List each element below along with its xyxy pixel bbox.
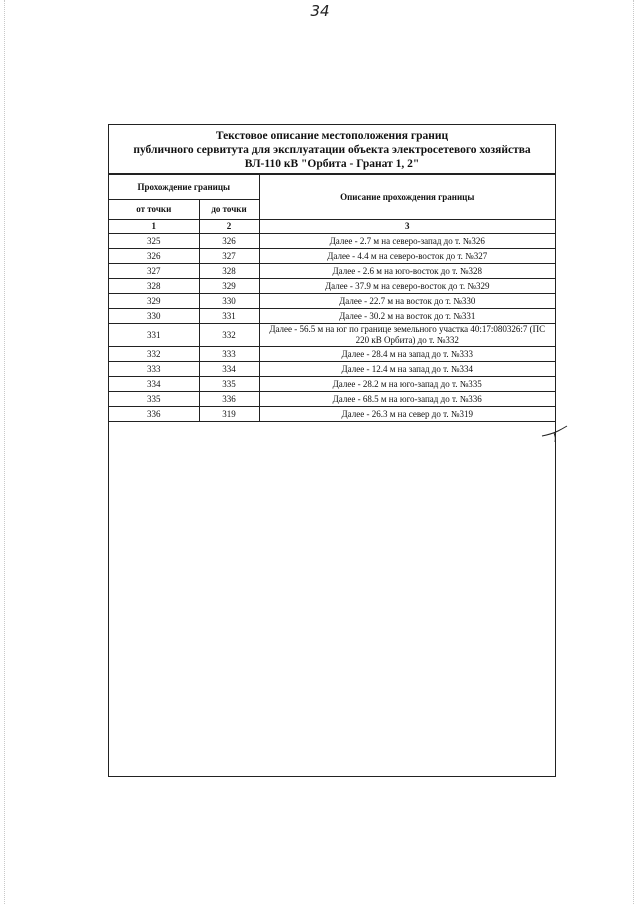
title-line-3: ВЛ-110 кВ "Орбита - Гранат 1, 2" <box>244 158 420 170</box>
cell-to: 331 <box>199 309 259 324</box>
cell-from: 329 <box>109 294 199 309</box>
title-line-2: публичного сервитута для эксплуатации объекта электросетевого хозяйства <box>133 144 531 156</box>
cell-to: 329 <box>199 279 259 294</box>
header-description: Описание прохождения границы <box>259 175 555 220</box>
cell-description: Далее - 2.7 м на северо-запад до т. №326 <box>259 234 555 249</box>
cell-from: 332 <box>109 347 199 362</box>
cell-to: 332 <box>199 324 259 347</box>
header-col-number-3: 3 <box>259 220 555 234</box>
cell-to: 328 <box>199 264 259 279</box>
page-number: 34 <box>310 2 330 20</box>
cell-description: Далее - 26.3 м на север до т. №319 <box>259 407 555 422</box>
document-frame <box>108 124 556 777</box>
cell-to: 326 <box>199 234 259 249</box>
cell-from: 334 <box>109 377 199 392</box>
boundary-table <box>109 174 555 422</box>
cell-description: Далее - 30.2 м на восток до т. №331 <box>259 309 555 324</box>
cell-from: 328 <box>109 279 199 294</box>
cell-from: 335 <box>109 392 199 407</box>
table-row <box>109 234 555 249</box>
scan-edge-right <box>633 0 634 904</box>
header-col-number-2: 2 <box>199 220 259 234</box>
cell-description: Далее - 2.6 м на юго-восток до т. №328 <box>259 264 555 279</box>
title-line-1: Текстовое описание местоположения границ <box>215 130 449 142</box>
cell-description: Далее - 56.5 м на юг по границе земельного участка 40:17:080326:7 (ПС 220 кВ Орбита) до т. №332 <box>259 324 555 347</box>
cell-to: 334 <box>199 362 259 377</box>
table-row <box>109 324 555 347</box>
table-row <box>109 294 555 309</box>
header-col-number-1: 1 <box>109 220 199 234</box>
table-row <box>109 377 555 392</box>
cell-to: 335 <box>199 377 259 392</box>
pen-check-mark <box>540 420 570 444</box>
header-to-point: до точки <box>199 200 259 220</box>
cell-from: 333 <box>109 362 199 377</box>
cell-description: Далее - 12.4 м на запад до т. №334 <box>259 362 555 377</box>
cell-description: Далее - 37.9 м на северо-восток до т. №329 <box>259 279 555 294</box>
table-row <box>109 309 555 324</box>
table-row <box>109 279 555 294</box>
cell-description: Далее - 68.5 м на юго-запад до т. №336 <box>259 392 555 407</box>
cell-to: 327 <box>199 249 259 264</box>
cell-description: Далее - 28.4 м на запад до т. №333 <box>259 347 555 362</box>
document-title <box>109 125 555 174</box>
header-boundary-passage: Прохождение границы <box>109 175 259 200</box>
table-row <box>109 362 555 377</box>
cell-from: 326 <box>109 249 199 264</box>
header-from-point: от точки <box>109 200 199 220</box>
table-row <box>109 264 555 279</box>
cell-from: 327 <box>109 264 199 279</box>
cell-from: 330 <box>109 309 199 324</box>
cell-description: Далее - 4.4 м на северо-восток до т. №327 <box>259 249 555 264</box>
cell-from: 325 <box>109 234 199 249</box>
cell-description: Далее - 22.7 м на восток до т. №330 <box>259 294 555 309</box>
cell-to: 319 <box>199 407 259 422</box>
cell-to: 330 <box>199 294 259 309</box>
scan-edge-left <box>4 0 5 904</box>
cell-to: 336 <box>199 392 259 407</box>
table-row <box>109 407 555 422</box>
cell-from: 331 <box>109 324 199 347</box>
table-row <box>109 249 555 264</box>
cell-description: Далее - 28.2 м на юго-запад до т. №335 <box>259 377 555 392</box>
cell-from: 336 <box>109 407 199 422</box>
table-row <box>109 347 555 362</box>
table-row <box>109 392 555 407</box>
cell-to: 333 <box>199 347 259 362</box>
